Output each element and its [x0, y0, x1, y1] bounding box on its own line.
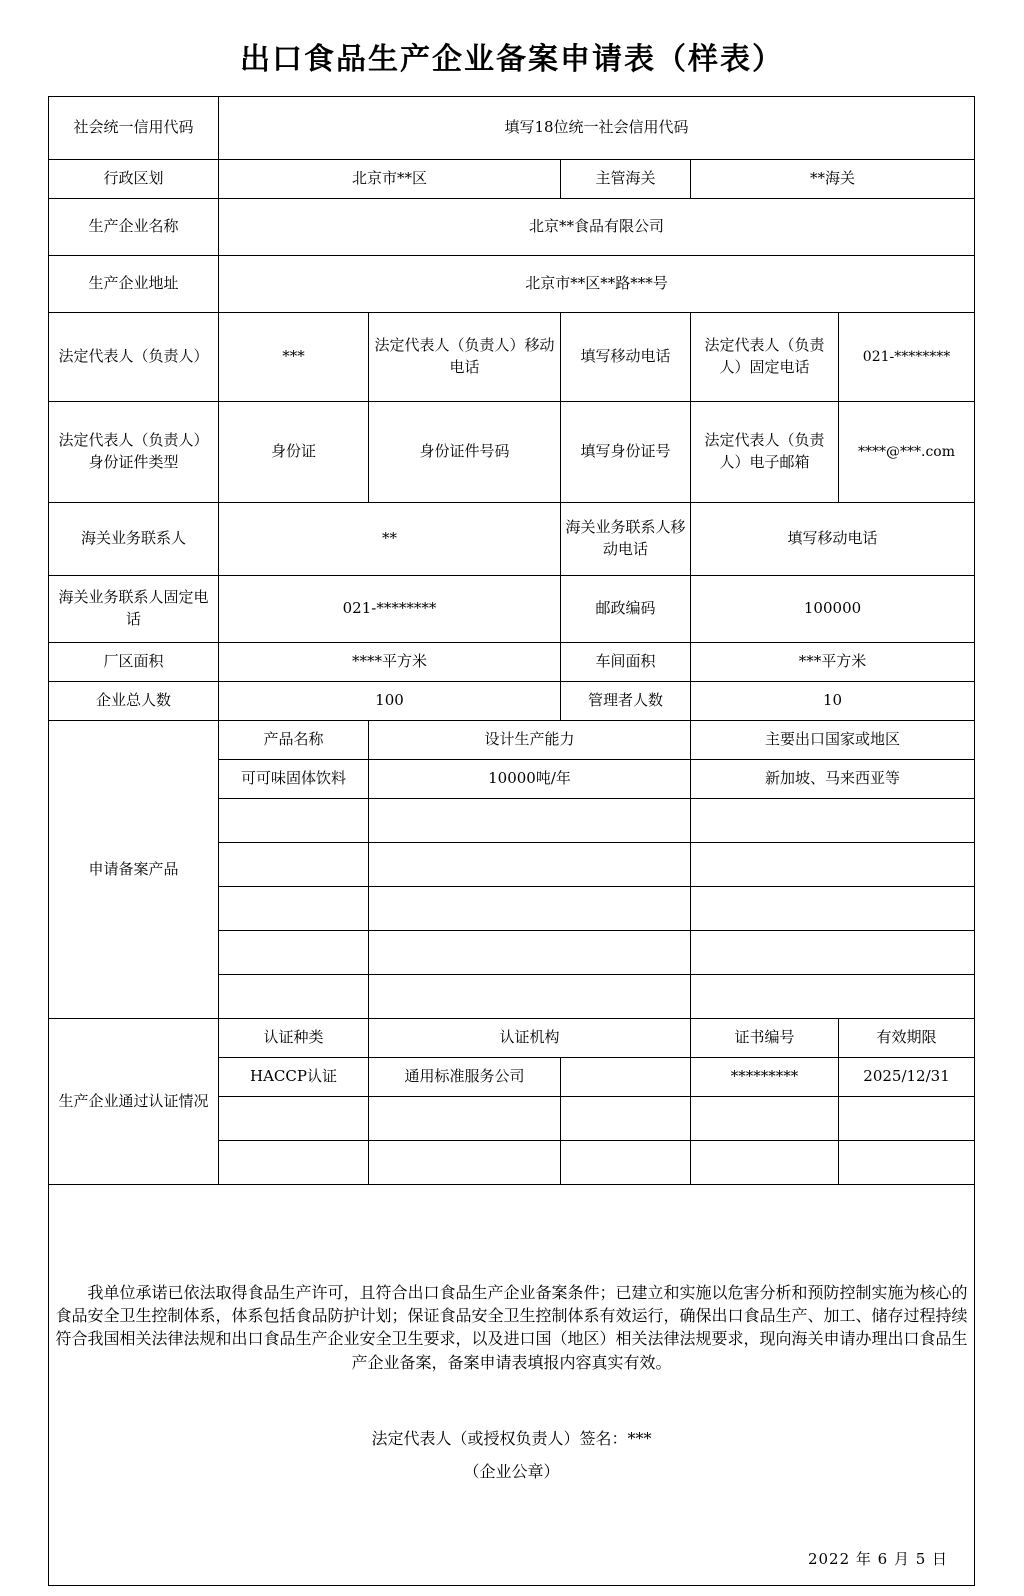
total-staff-value: 100 [219, 682, 561, 721]
product-name [219, 843, 369, 887]
certification-certno [691, 1141, 839, 1185]
id-type-label: 法定代表人（负责人）身份证件类型 [49, 402, 219, 503]
table-row-enterprise-name [49, 199, 975, 256]
email-label: 法定代表人（负责人）电子邮箱 [691, 402, 839, 503]
table-row-legal-rep [49, 313, 975, 402]
legal-rep-mobile-value: 填写移动电话 [561, 313, 691, 402]
legal-rep-mobile-label: 法定代表人（负责人）移动电话 [369, 313, 561, 402]
table-row-enterprise-address [49, 256, 975, 313]
products-header-countries: 主要出口国家或地区 [691, 721, 975, 760]
table-row-credit-code [49, 97, 975, 160]
customs-contact-mobile-label: 海关业务联系人移动电话 [561, 503, 691, 576]
product-capacity [369, 887, 691, 931]
product-name [219, 975, 369, 1019]
certification-type [219, 1141, 369, 1185]
customs-contact-mobile-value: 填写移动电话 [691, 503, 975, 576]
product-countries [691, 843, 975, 887]
customs-contact-label: 海关业务联系人 [49, 503, 219, 576]
certification-header-certno: 证书编号 [691, 1019, 839, 1058]
table-row-certification-header [49, 1019, 975, 1058]
district-label: 行政区划 [49, 160, 219, 199]
products-header-name: 产品名称 [219, 721, 369, 760]
application-form-table [48, 96, 975, 1586]
id-no-label: 身份证件号码 [369, 402, 561, 503]
products-section-label: 申请备案产品 [49, 721, 219, 1019]
district-value: 北京市**区 [219, 160, 561, 199]
certification-section-label: 生产企业通过认证情况 [49, 1019, 219, 1185]
table-row-areas [49, 643, 975, 682]
enterprise-name-value: 北京**食品有限公司 [219, 199, 975, 256]
plant-area-label: 厂区面积 [49, 643, 219, 682]
table-row-id-type [49, 402, 975, 503]
customs-value: **海关 [691, 160, 975, 199]
products-header-capacity: 设计生产能力 [369, 721, 691, 760]
product-capacity [369, 843, 691, 887]
table-row-staff [49, 682, 975, 721]
enterprise-address-value: 北京市**区**路***号 [219, 256, 975, 313]
product-countries: 新加坡、马来西亚等 [691, 760, 975, 799]
certification-agency: 通用标准服务公司 [369, 1058, 561, 1097]
product-capacity [369, 975, 691, 1019]
product-capacity [369, 931, 691, 975]
statement-cell [49, 1185, 975, 1586]
postcode-value: 100000 [691, 576, 975, 643]
product-countries [691, 931, 975, 975]
certification-validity [839, 1141, 975, 1185]
postcode-label: 邮政编码 [561, 576, 691, 643]
product-countries [691, 975, 975, 1019]
certification-header-validity: 有效期限 [839, 1019, 975, 1058]
customs-label: 主管海关 [561, 160, 691, 199]
certification-type: HACCP认证 [219, 1058, 369, 1097]
total-staff-label: 企业总人数 [49, 682, 219, 721]
certification-validity [839, 1097, 975, 1141]
page-title: 出口食品生产企业备案申请表（样表） [240, 42, 784, 77]
certification-agency [369, 1097, 561, 1141]
plant-area-value: ****平方米 [219, 643, 561, 682]
product-capacity: 10000吨/年 [369, 760, 691, 799]
table-row-district [49, 160, 975, 199]
workshop-area-label: 车间面积 [561, 643, 691, 682]
product-name: 可可味固体饮料 [219, 760, 369, 799]
certification-header-agency: 认证机构 [369, 1019, 691, 1058]
date-line: 2022 年 6 月 5 日 [807, 1550, 949, 1569]
certification-agency-extra [561, 1097, 691, 1141]
id-no-value: 填写身份证号 [561, 402, 691, 503]
signature-line: 法定代表人（或授权负责人）签名：*** [371, 1428, 652, 1448]
certification-type [219, 1097, 369, 1141]
enterprise-address-label: 生产企业地址 [49, 256, 219, 313]
manager-count-value: 10 [691, 682, 975, 721]
product-capacity [369, 799, 691, 843]
table-row-products-header [49, 721, 975, 760]
legal-rep-tel-label: 法定代表人（负责人）固定电话 [691, 313, 839, 402]
product-countries [691, 799, 975, 843]
table-row-customs-contact-tel [49, 576, 975, 643]
certification-agency-extra [561, 1058, 691, 1097]
signature-block [53, 1422, 970, 1489]
customs-contact-tel-label: 海关业务联系人固定电话 [49, 576, 219, 643]
credit-code-label: 社会统一信用代码 [49, 97, 219, 160]
customs-contact-tel-value: 021-******** [219, 576, 561, 643]
statement-text: 我单位承诺已依法取得食品生产许可，且符合出口食品生产企业备案条件；已建立和实施以危害分析和预防控制实施为核心的食品安全卫生控制体系，体系包括食品防护计划；保证食品安全卫生控制体系有效运行，确保出口食品生产、加工、储存过程持续符合我国相关法律法规和出口食品生产企业安全卫生要求，以及进口国（地区）相关法律法规要求，现向海关申请办理出口食品生产企业备案，备案申请表填报内容真实有效。 [55, 1283, 968, 1372]
legal-rep-label: 法定代表人（负责人） [49, 313, 219, 402]
certification-certno [691, 1097, 839, 1141]
workshop-area-value: ***平方米 [691, 643, 975, 682]
certification-agency-extra [561, 1141, 691, 1185]
manager-count-label: 管理者人数 [561, 682, 691, 721]
enterprise-name-label: 生产企业名称 [49, 199, 219, 256]
table-row-customs-contact [49, 503, 975, 576]
certification-certno: ********* [691, 1058, 839, 1097]
certification-header-type: 认证种类 [219, 1019, 369, 1058]
certification-agency [369, 1141, 561, 1185]
legal-rep-tel-value: 021-******** [839, 313, 975, 402]
seal-line: （企业公章） [463, 1462, 560, 1482]
email-value: ****@***.com [839, 402, 975, 503]
product-countries [691, 887, 975, 931]
product-name [219, 799, 369, 843]
id-type-value: 身份证 [219, 402, 369, 503]
customs-contact-value: ** [219, 503, 561, 576]
credit-code-value: 填写18位统一社会信用代码 [219, 97, 975, 160]
certification-validity: 2025/12/31 [839, 1058, 975, 1097]
product-name [219, 931, 369, 975]
legal-rep-value: *** [219, 313, 369, 402]
table-row-statement [49, 1185, 975, 1586]
product-name [219, 887, 369, 931]
